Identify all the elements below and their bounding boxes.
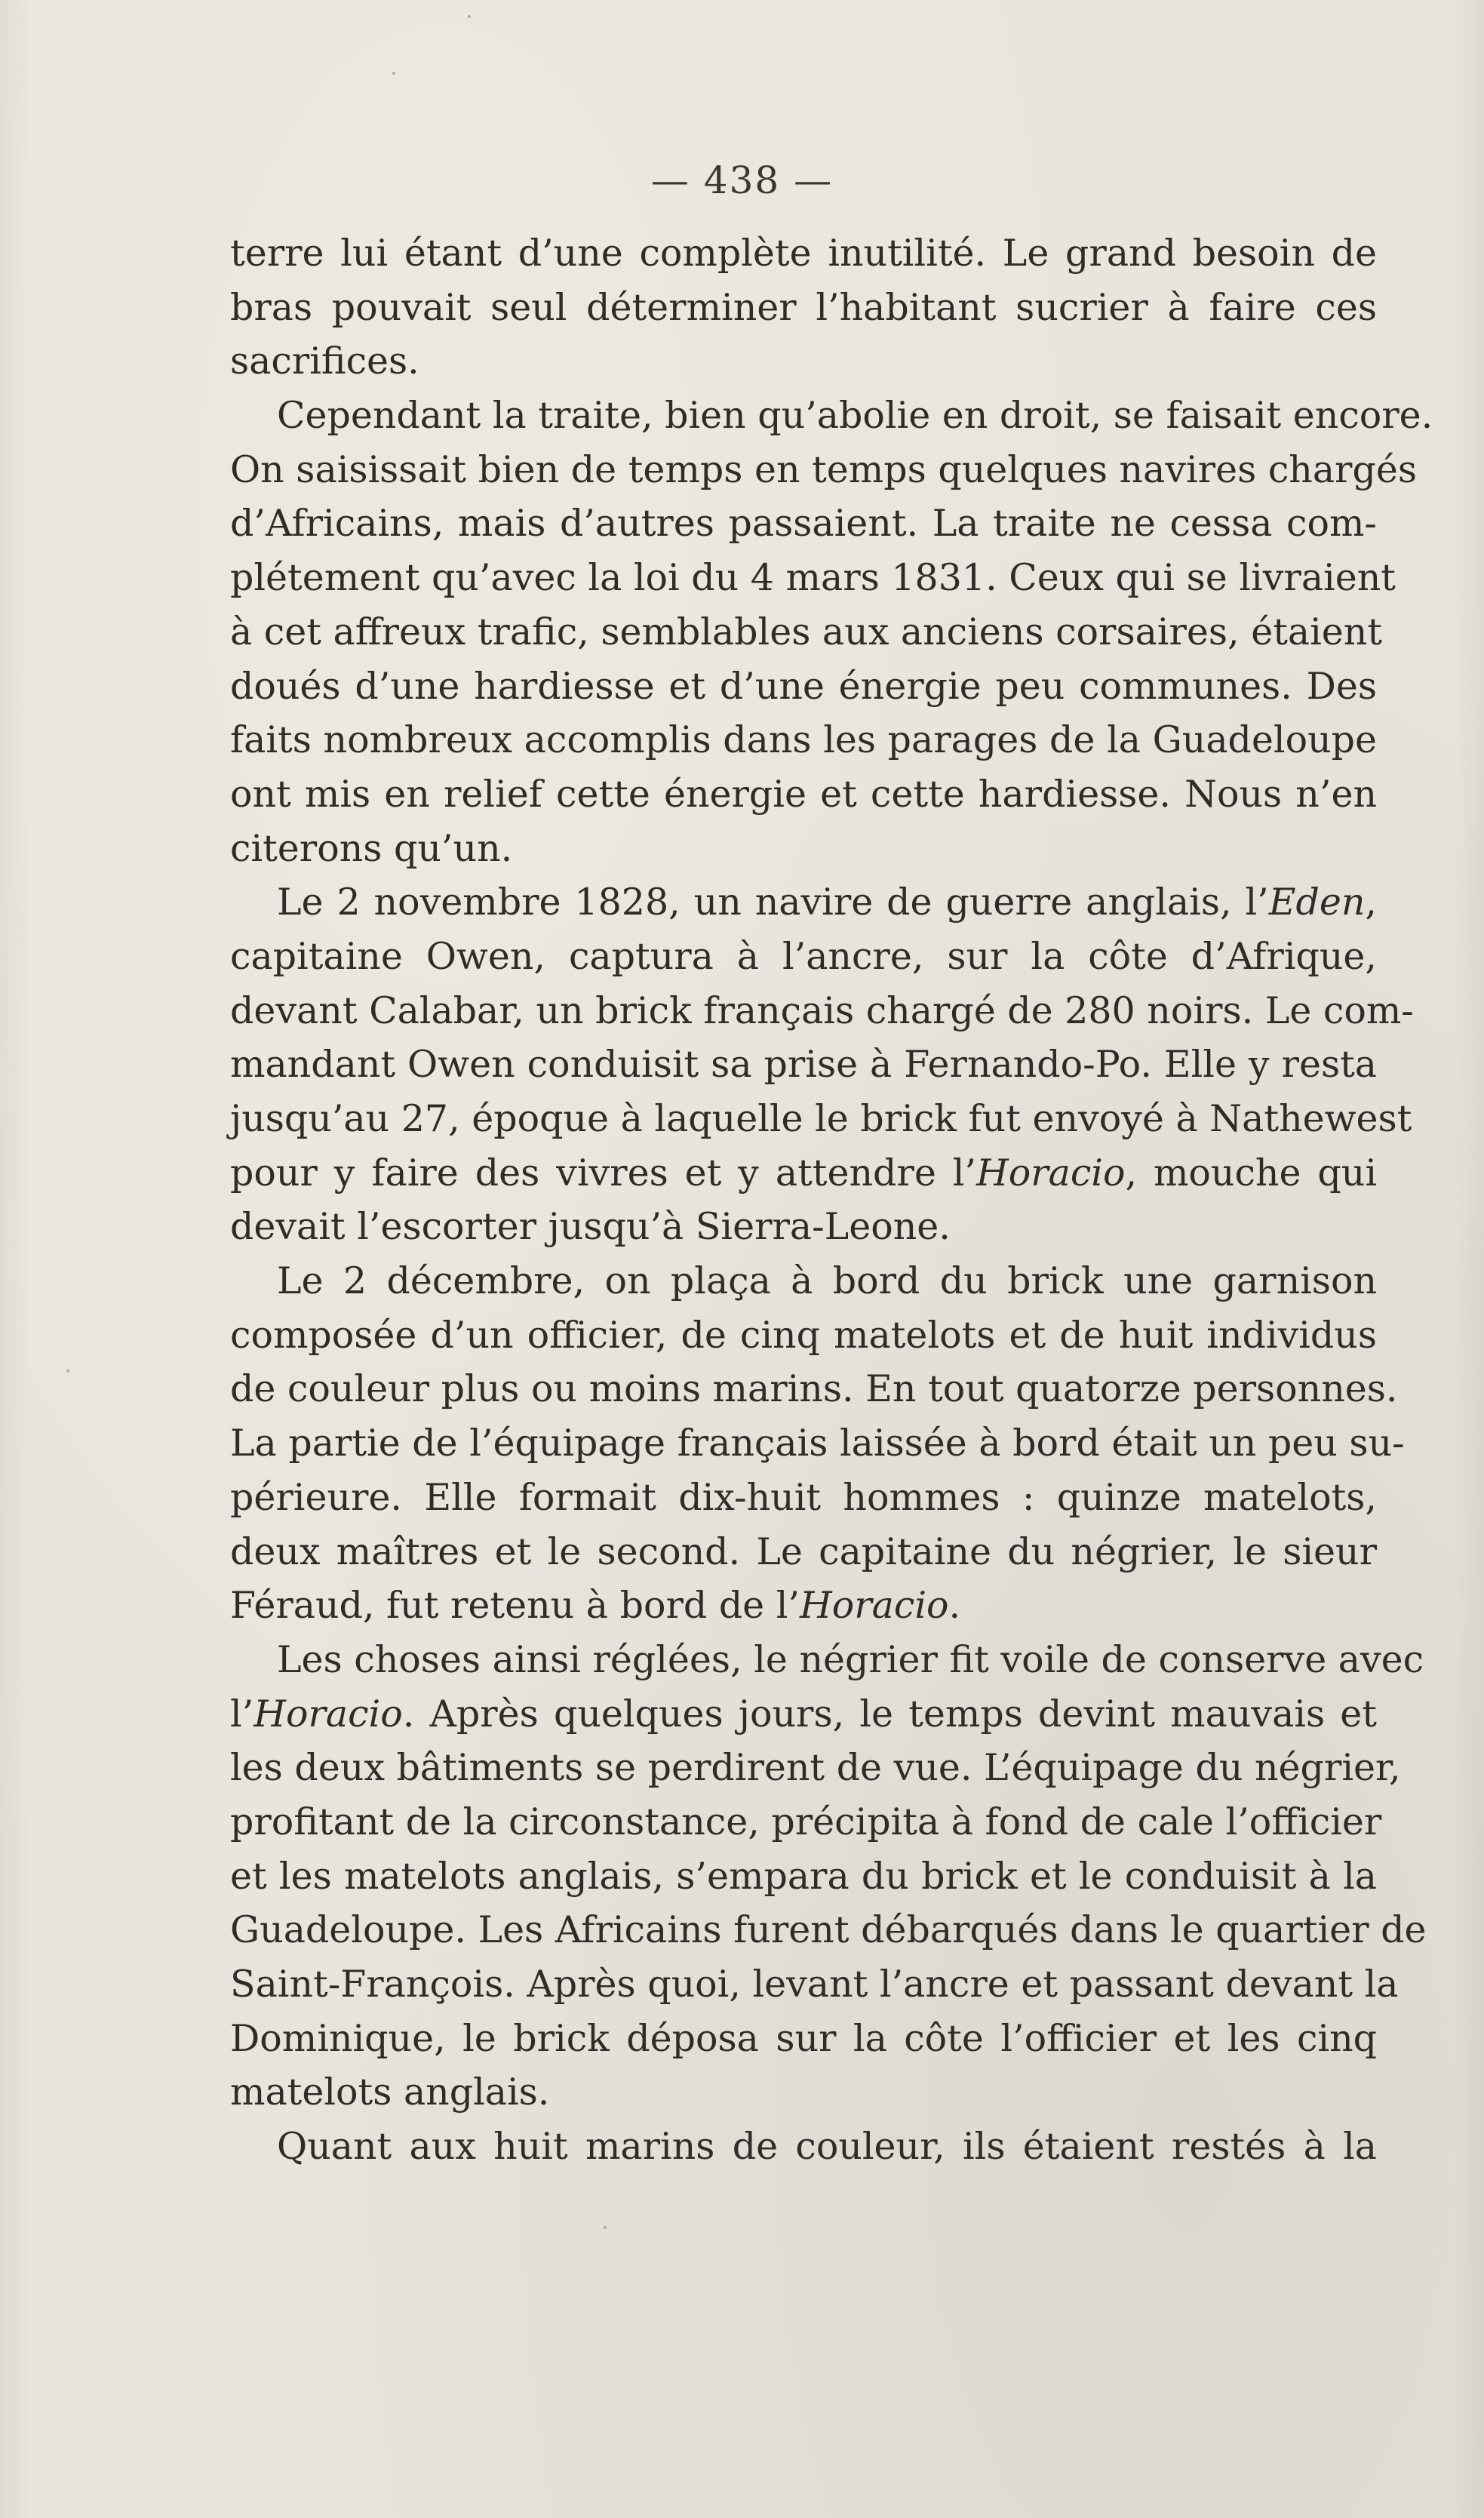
text-segment: devait l’escorter jusqu’à Sierra-Leone. [230,1205,951,1249]
text-line [230,334,1377,389]
text-segment: les deux bâtiments se perdirent de vue. L’équipage du négrier, [230,1746,1401,1790]
text-line [230,984,1414,1038]
text-line [230,1795,1382,1849]
text-segment: ont mis en relief cette énergie et cette hardiesse. Nous n’en [230,772,1377,816]
text-segment: d’Africains, mais d’autres passaient. La traite ne cessa com- [230,502,1377,546]
text-line [230,1471,1377,1525]
text-segment: périeure. Elle formait dix-huit hommes : quinze matelots, [230,1475,1377,1519]
text-segment: composée d’un officier, de cinq matelots et de huit individus [230,1313,1377,1357]
text-line [230,1633,1424,1687]
text-segment: devant Calabar, un brick français chargé de 280 noirs. Le com- [230,988,1414,1032]
text-line [230,1687,1377,1742]
text-segment: citerons qu’un. [230,826,513,870]
text-segment: Quant aux huit marins de couleur, ils étaient restés à la [277,2125,1377,2169]
paper-speck [604,2226,607,2229]
paper-speck [66,1370,69,1373]
text-segment: Saint-François. Après quoi, levant l’ancre et passant devant la [230,1963,1399,2006]
text-line [230,551,1396,605]
text-segment: , mouche qui [1125,1151,1377,1194]
text-segment: terre lui étant d’une complète inutilité. Le grand besoin de [230,232,1377,275]
text-line [230,1092,1412,1146]
text-line [230,1741,1401,1795]
text-segment: faits nombreux accomplis dans les parages de la Guadeloupe [230,718,1377,762]
text-line [230,930,1377,984]
text-segment: . Après quelques jours, le temps devint mauvais et [402,1692,1377,1736]
text-segment: jusqu’au 27, époque à laquelle le brick fut envoyé à Nathewest [230,1097,1412,1140]
text-line [230,497,1377,551]
text-line [230,1849,1377,1904]
text-line [230,1416,1405,1471]
text-segment: mandant Owen conduisit sa prise à Fernando-Po. Elle y resta [230,1043,1377,1087]
italic-text: Horacio [800,1584,949,1628]
text-line [230,659,1377,714]
page-number: — 438 — [650,158,834,202]
text-segment: l’ [230,1692,254,1736]
text-segment: matelots anglais. [230,2071,550,2114]
text-line [230,1903,1427,1957]
text-line [230,767,1377,822]
text-line [230,875,1377,930]
text-segment: bras pouvait seul déterminer l’habitant sucrier à faire ces [230,285,1377,329]
text-segment: La partie de l’équipage français laissée à bord était un peu su- [230,1422,1405,1465]
text-segment: Les choses ainsi réglées, le négrier fit voile de conserve avec [277,1637,1424,1681]
italic-text: Horacio [976,1151,1126,1194]
text-segment: Dominique, le brick déposa sur la côte l’officier et les cinq [230,2016,1377,2060]
text-segment: . [948,1584,961,1628]
paper-speck [392,72,395,75]
text-line [230,281,1377,335]
text-line [230,2065,1377,2120]
text-segment: plétement qu’avec la loi du 4 mars 1831. Ceux qui se livraient [230,556,1396,600]
text-segment: , [1365,881,1377,924]
text-line [230,1957,1399,2012]
text-line [230,1525,1377,1579]
text-line [230,1146,1377,1201]
text-segment: de couleur plus ou moins marins. En tout quatorze personnes. [230,1367,1398,1411]
text-segment: Cependant la traite, bien qu’abolie en droit, se faisait encore. [277,394,1433,438]
text-line [230,2120,1377,2174]
text-line [230,1038,1377,1092]
text-segment: pour y faire des vivres et y attendre l’ [230,1151,976,1194]
text-segment: deux maîtres et le second. Le capitaine du négrier, le sieur [230,1530,1377,1573]
paper-speck [468,15,471,18]
text-segment: profitant de la circonstance, précipita à fond de cale l’officier [230,1800,1382,1843]
text-segment: Le 2 décembre, on plaça à bord du brick une garnison [277,1259,1377,1303]
text-line [230,389,1433,443]
text-line [230,1362,1398,1416]
italic-text: Eden [1268,881,1366,924]
text-line [230,713,1377,767]
text-line [230,1254,1377,1308]
text-line [230,226,1377,281]
text-line [230,2012,1377,2066]
text-segment: à cet affreux trafic, semblables aux anciens corsaires, étaient [230,610,1383,653]
text-segment: Le 2 novembre 1828, un navire de guerre anglais, l’ [277,881,1269,924]
text-line [230,822,1377,876]
text-segment: et les matelots anglais, s’empara du brick et le conduisit à la [230,1854,1377,1898]
text-line [230,605,1383,659]
text-line [230,1200,1377,1254]
text-segment: capitaine Owen, captura à l’ancre, sur la côte d’Afrique, [230,934,1377,978]
text-segment: doués d’une hardiesse et d’une énergie peu communes. Des [230,664,1377,708]
text-line [230,1308,1377,1363]
text-segment: Guadeloupe. Les Africains furent débarqués dans le quartier de [230,1908,1427,1952]
text-line [230,443,1417,497]
body-text [230,226,1433,2174]
text-segment: On saisissait bien de temps en temps quelques navires chargés [230,447,1417,491]
text-segment: sacrifices. [230,340,419,383]
text-line [230,1579,1377,1633]
text-segment: Féraud, fut retenu à bord de l’ [230,1584,800,1628]
italic-text: Horacio [253,1692,403,1736]
